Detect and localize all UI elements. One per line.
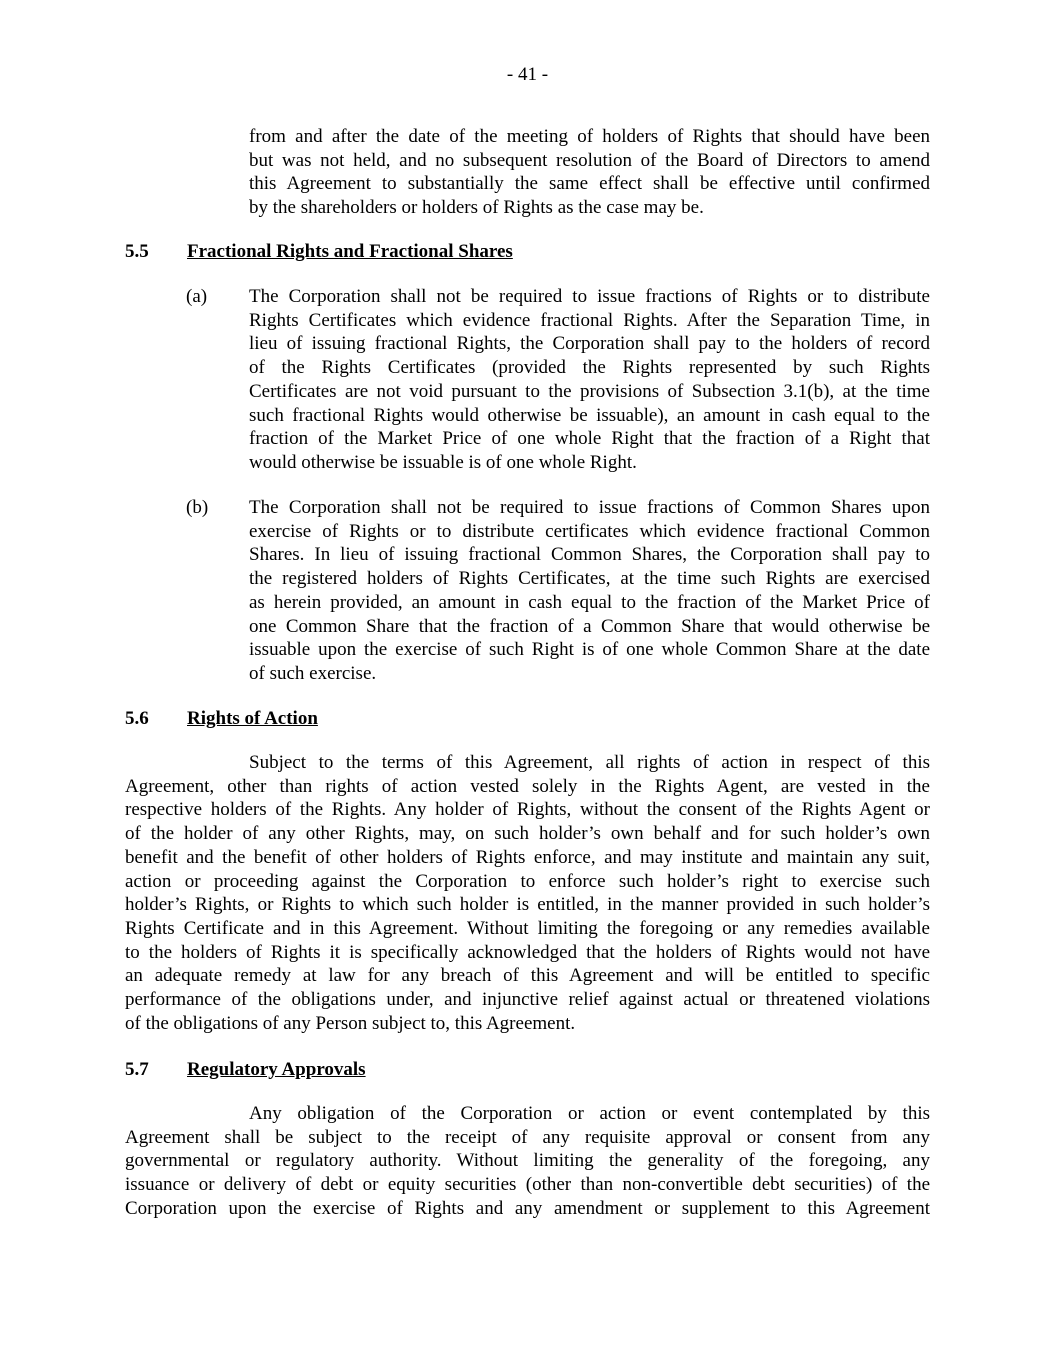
text-line: Shares. In lieu of issuing fractional Common Shares, the Corporation shall pay to xyxy=(249,544,930,566)
text-line: The Corporation shall not be required to issue fractions of Rights or to distribute xyxy=(249,286,930,307)
text-line: Agreement shall be subject to the receipt of any requisite approval or consent from any xyxy=(125,1126,930,1148)
text-line: Rights Certificates which evidence fractional Rights. After the Separation Time, in xyxy=(249,309,930,331)
text-line: Rights Certificate and in this Agreement. Without limiting the foregoing or any remedies available xyxy=(125,917,930,939)
text-line: but was not held, and no subsequent resolution of the Board of Directors to amend xyxy=(249,149,930,171)
text-line: lieu of issuing fractional Rights, the Corporation shall pay to the holders of record xyxy=(249,333,930,355)
text-line: Certificates are not void pursuant to the provisions of Subsection 3.1(b), at the time xyxy=(249,380,930,402)
text-line: governmental or regulatory authority. Without limiting the generality of the foregoing, any xyxy=(125,1150,930,1172)
text-line: of such exercise. xyxy=(249,662,377,684)
text-line: The Corporation shall not be required to issue fractions of Common Shares upon xyxy=(249,497,930,518)
text-line: issuance or delivery of debt or equity securities (other than non-convertible debt securities) of the xyxy=(125,1174,930,1196)
section-5-5-title: Fractional Rights and Fractional Shares xyxy=(187,241,513,262)
intro-paragraph xyxy=(249,125,930,220)
clause-a-text xyxy=(249,285,930,475)
section-5-6-number: 5.6 xyxy=(125,708,149,729)
text-line: this Agreement to substantially the same effect shall be effective until confirmed xyxy=(249,173,930,195)
text-line: Subject to the terms of this Agreement, all rights of action in respect of this xyxy=(249,752,930,773)
section-5-7-title: Regulatory Approvals xyxy=(187,1059,366,1080)
text-line: benefit and the benefit of other holders of Rights enforce, and may institute and maintain any suit, xyxy=(125,846,930,868)
text-line: one Common Share that the fraction of a Common Share that would otherwise be xyxy=(249,615,930,637)
text-line: such fractional Rights would otherwise be issuable), an amount in cash equal to the xyxy=(249,404,930,426)
text-line: to the holders of Rights it is specifically acknowledged that the holders of Rights would not have xyxy=(125,941,930,963)
text-line: an adequate remedy at law for any breach of this Agreement and will be entitled to specific xyxy=(125,965,930,987)
text-line: Agreement, other than rights of action vested solely in the Rights Agent, are vested in the xyxy=(125,775,930,797)
clause-a-label: (a) xyxy=(186,286,208,307)
clause-b-label: (b) xyxy=(186,497,209,518)
section-5-7-number: 5.7 xyxy=(125,1059,149,1080)
text-line: by the shareholders or holders of Rights as the case may be. xyxy=(249,197,704,219)
section-5-6-paragraph xyxy=(125,751,930,1035)
text-line: exercise of Rights or to distribute certificates which evidence fractional Common xyxy=(249,520,930,542)
text-line: from and after the date of the meeting of holders of Rights that should have been xyxy=(249,126,930,147)
text-line: performance of the obligations under, and injunctive relief against actual or threatened violations xyxy=(125,989,930,1011)
text-line: action or proceeding against the Corporation to enforce such holder’s right to exercise such xyxy=(125,870,930,892)
text-line: would otherwise be issuable is of one whole Right. xyxy=(249,451,637,473)
text-line: of the Rights Certificates (provided the Rights represented by such Rights xyxy=(249,357,930,379)
text-line: as herein provided, an amount in cash equal to the fraction of the Market Price of xyxy=(249,591,930,613)
text-line: holder’s Rights, or Rights to which such holder is entitled, in the manner provided in such holder’s xyxy=(125,894,930,916)
text-line: fraction of the Market Price of one whole Right that the fraction of a Right that xyxy=(249,428,930,450)
text-line: of the holder of any other Rights, may, on such holder’s own behalf and for such holder’s own xyxy=(125,823,930,845)
text-line: the registered holders of Rights Certificates, at the time such Rights are exercised xyxy=(249,568,930,590)
section-5-5-number: 5.5 xyxy=(125,241,149,262)
clause-b-text xyxy=(249,496,930,686)
text-line: issuable upon the exercise of such Right is of one whole Common Share at the date xyxy=(249,639,930,661)
text-line: Corporation upon the exercise of Rights and any amendment or supplement to this Agreement xyxy=(125,1197,930,1219)
text-line: respective holders of the Rights. Any holder of Rights, without the consent of the Rights Agent or xyxy=(125,799,930,821)
page-number: - 41 - xyxy=(506,64,549,85)
section-5-6-title: Rights of Action xyxy=(187,708,318,729)
text-line: of the obligations of any Person subject to, this Agreement. xyxy=(125,1012,576,1034)
section-5-7-paragraph xyxy=(125,1102,930,1221)
text-line: Any obligation of the Corporation or action or event contemplated by this xyxy=(249,1103,930,1124)
